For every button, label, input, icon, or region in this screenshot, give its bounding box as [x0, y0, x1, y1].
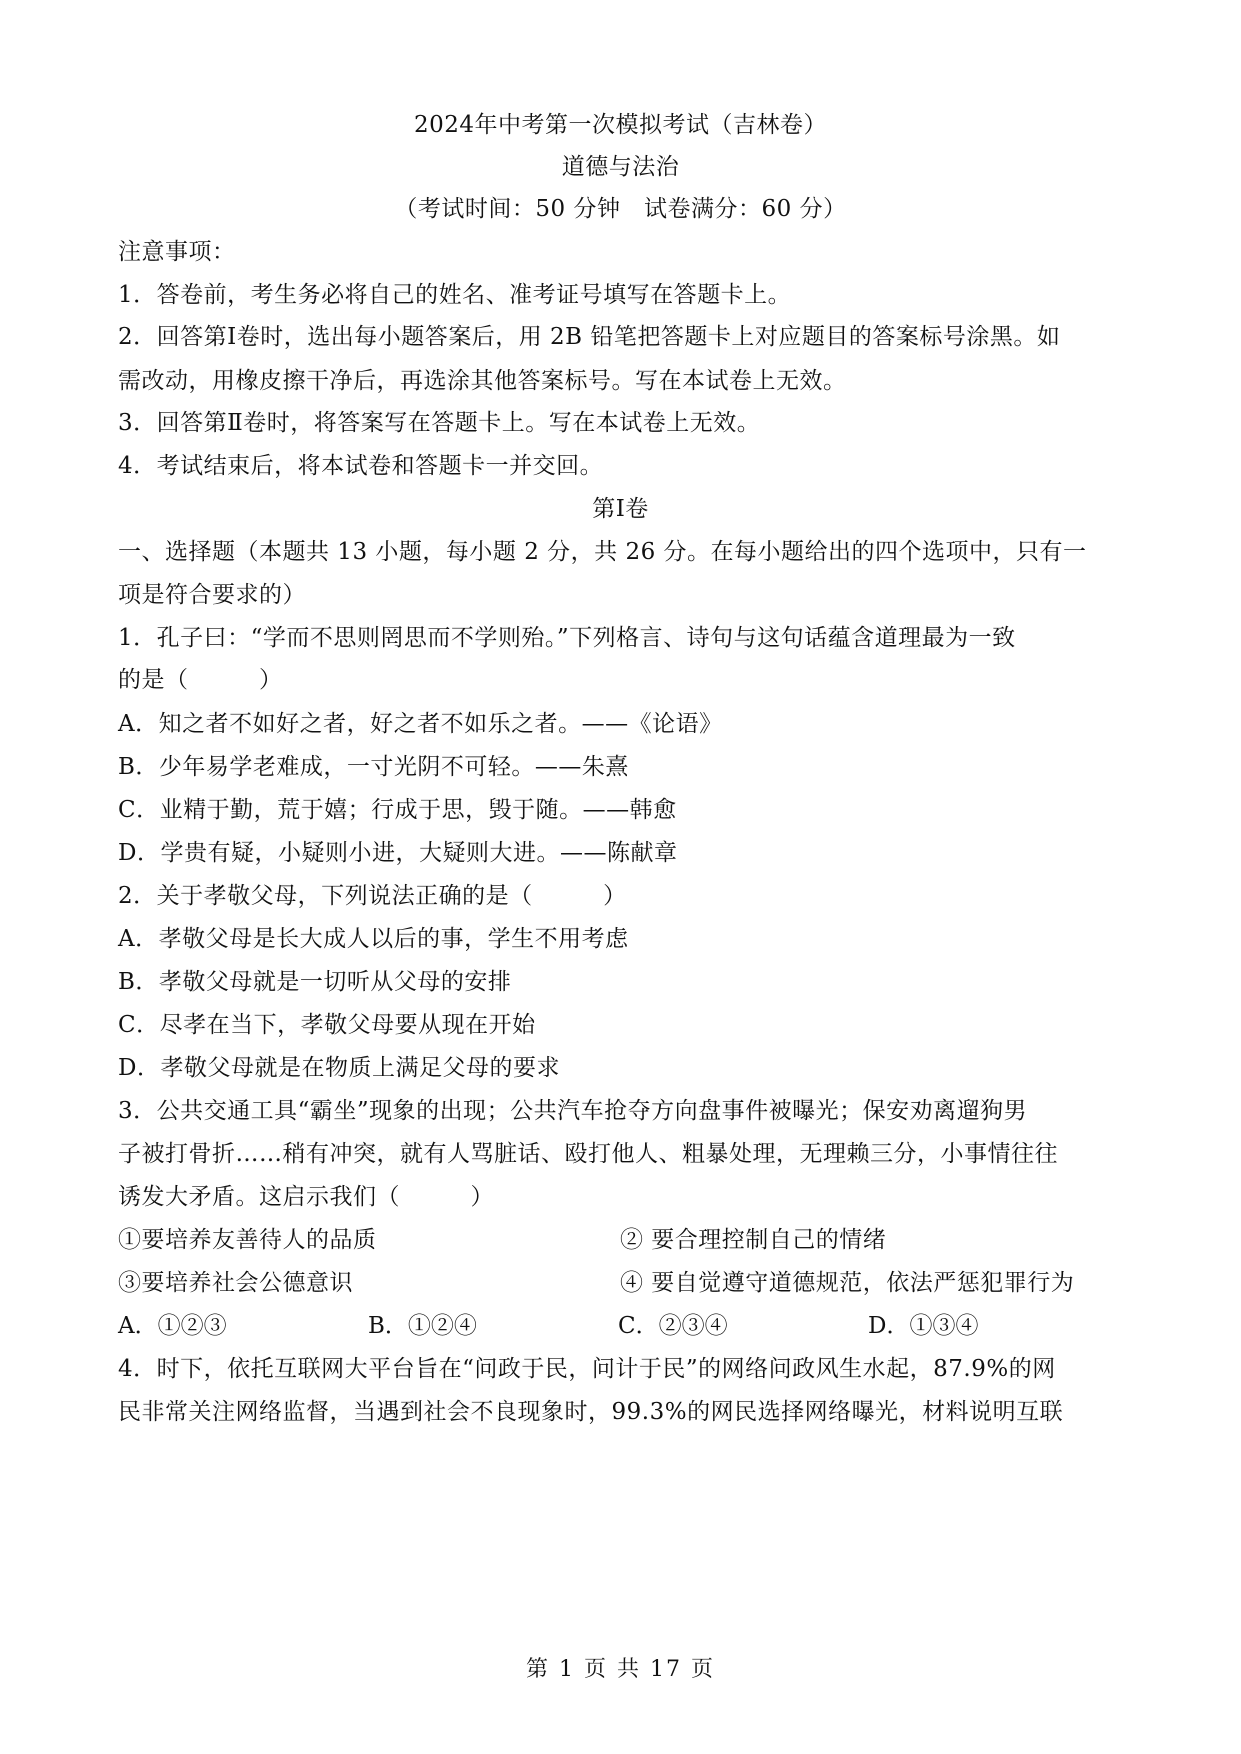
answer-option: D．学贵有疑，小疑则小进，大疑则大进。——陈献章 — [118, 840, 678, 866]
question-stem: 2．关于孝敬父母，下列说法正确的是（ ） — [118, 883, 627, 909]
question-stem: 的是（ ） — [118, 667, 283, 693]
answer-option: C．业精于勤，荒于嬉；行成于思，毁于随。——韩愈 — [118, 797, 677, 823]
statement-item: ③要培养社会公德意识 — [118, 1270, 353, 1296]
notes-heading: 注意事项： — [118, 239, 236, 265]
question-stem: 子被打骨折……稍有冲突，就有人骂脏话、殴打他人、粗暴处理，无理赖三分，小事情往往 — [118, 1141, 1058, 1167]
section-intro: 一、选择题（本题共 13 小题，每小题 2 分，共 26 分。在每小题给出的四个选项中，只有一 — [118, 539, 1087, 565]
notes-item: 需改动，用橡皮擦干净后，再选涂其他答案标号。写在本试卷上无效。 — [118, 368, 847, 394]
statement-item: ④ 要自觉遵守道德规范，依法严惩犯罪行为 — [620, 1270, 1075, 1296]
exam-title: 2024年中考第一次模拟考试（吉林卷） — [413, 112, 828, 138]
notes-item: 2．回答第Ⅰ卷时，选出每小题答案后，用 2B 铅笔把答题卡上对应题目的答案标号涂黑。如 — [118, 324, 1061, 350]
answer-option: D．①③④ — [868, 1313, 979, 1339]
answer-option: B．孝敬父母就是一切听从父母的安排 — [118, 969, 512, 995]
exam-info: （考试时间：50 分钟 试卷满分：60 分） — [394, 196, 847, 222]
answer-option: A．①②③ — [118, 1313, 227, 1339]
answer-option: A．孝敬父母是长大成人以后的事，学生不用考虑 — [118, 926, 629, 952]
section-intro: 项是符合要求的） — [118, 582, 306, 608]
section-title: 第Ⅰ卷 — [592, 496, 649, 522]
question-stem: 3．公共交通工具“霸坐”现象的出现；公共汽车抢夺方向盘事件被曝光；保安劝离遛狗男 — [118, 1098, 1028, 1124]
answer-option: D．孝敬父母就是在物质上满足父母的要求 — [118, 1055, 560, 1081]
question-stem: 诱发大矛盾。这启示我们（ ） — [118, 1184, 494, 1210]
page-number: 第 1 页 共 17 页 — [526, 1657, 715, 1682]
question-stem: 民非常关注网络监督，当遇到社会不良现象时，99.3%的网民选择网络曝光，材料说明互联 — [118, 1399, 1064, 1425]
answer-option: A．知之者不如好之者，好之者不如乐之者。——《论语》 — [118, 711, 723, 737]
question-stem: 4．时下，依托互联网大平台旨在“问政于民，问计于民”的网络问政风生水起，87.9%的网 — [118, 1356, 1056, 1382]
answer-option: C．②③④ — [618, 1313, 728, 1339]
answer-option: B．少年易学老难成，一寸光阴不可轻。——朱熹 — [118, 754, 629, 780]
notes-item: 3．回答第Ⅱ卷时，将答案写在答题卡上。写在本试卷上无效。 — [118, 410, 761, 436]
answer-option: B．①②④ — [368, 1313, 477, 1339]
notes-item: 4．考试结束后，将本试卷和答题卡一并交回。 — [118, 453, 604, 479]
answer-option: C．尽孝在当下，孝敬父母要从现在开始 — [118, 1012, 536, 1038]
statement-item: ② 要合理控制自己的情绪 — [620, 1227, 887, 1253]
exam-subject: 道德与法治 — [561, 154, 680, 180]
notes-item: 1．答卷前，考生务必将自己的姓名、准考证号填写在答题卡上。 — [118, 282, 792, 308]
question-stem: 1．孔子曰：“学而不思则罔思而不学则殆。”下列格言、诗句与这句话蕴含道理最为一致 — [118, 625, 1016, 651]
statement-item: ①要培养友善待人的品质 — [118, 1227, 377, 1253]
